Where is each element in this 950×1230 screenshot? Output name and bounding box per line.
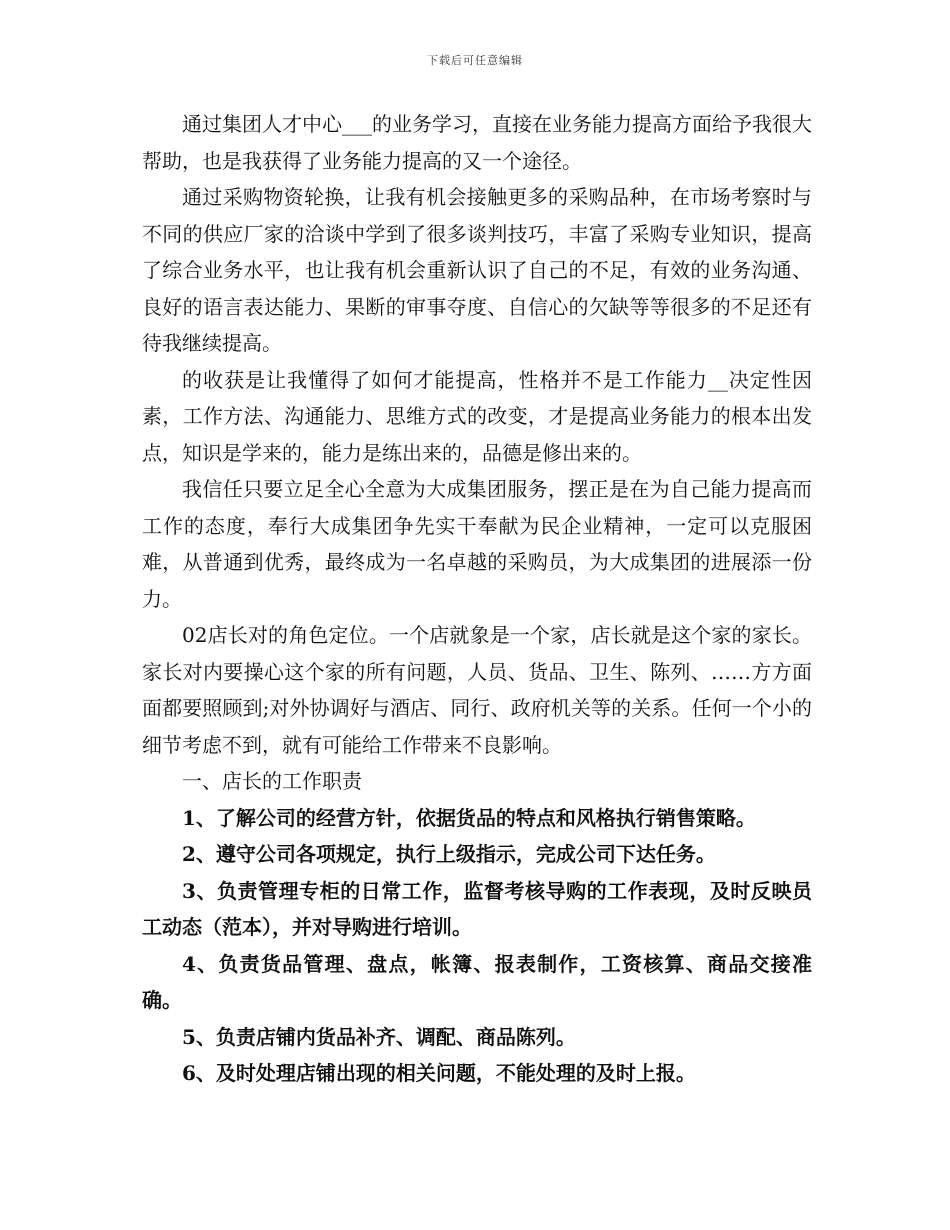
paragraph-store-manager-role: 02店长对的角色定位。一个店就象是一个家，店长就是这个家的家长。家长对内要操心这个家的所有问题，人员、货品、卫生、陈列、……方方面面都要照顾到;对外协调好与酒店、同行、政府机关等的关系。任何一个小的细节考虑不到，就有可能给工作带来不良影响。 (142, 623, 812, 757)
duty-item-6: 6、及时处理店铺出现的相关问题，不能处理的及时上报。 (182, 1061, 696, 1085)
duty-item-1: 1、了解公司的经营方针，依据货品的特点和风格执行销售策略。 (182, 805, 756, 830)
page-header: 下载后可任意编辑 (427, 54, 523, 67)
duty-item-2: 2、遵守公司各项规定，执行上级指示，完成公司下达任务。 (182, 842, 716, 866)
duty-item-3: 3、负责管理专柜的日常工作，监督考核导购的工作表现，及时反映员工动态（范本），并对导购进行培训。 (142, 878, 812, 939)
document-body (142, 106, 812, 1092)
section-heading: 一、店长的工作职责 (182, 769, 362, 793)
paragraph-gains: 的收获是让我懂得了如何才能提高，性格并不是工作能力__决定性因素，工作方法、沟通能力、思维方式的改变，才是提高业务能力的根本出发点，知识是学来的，能力是练出来的，品德是修出来的。 (142, 367, 812, 465)
paragraph-procurement: 通过采购物资轮换，让我有机会接触更多的采购品种，在市场考察时与不同的供应厂家的洽谈中学到了很多谈判技巧，丰富了采购专业知识，提高了综合业务水平，也让我有机会重新认识了自己的不足，有效的业务沟通、良好的语言表达能力、果断的审事夺度、自信心的欠缺等等很多的不足还有待我继续提高。 (142, 185, 812, 355)
paragraph-study: 通过集团人才中心___的业务学习，直接在业务能力提高方面给予我很大帮助，也是我获得了业务能力提高的又一个途径。 (142, 112, 812, 173)
duty-item-5: 5、负责店铺内货品补齐、调配、商品陈列。 (182, 1024, 576, 1049)
duty-item-4: 4、负责货品管理、盘点，帐簿、报表制作，工资核算、商品交接准确。 (142, 951, 812, 1012)
paragraph-commitment: 我信任只要立足全心全意为大成集团服务，摆正是在为自己能力提高而工作的态度，奉行大成集团争先实干奉献为民企业精神，一定可以克服困难，从普通到优秀，最终成为一名卓越的采购员，为大成集团的进展添一份力。 (142, 477, 812, 611)
